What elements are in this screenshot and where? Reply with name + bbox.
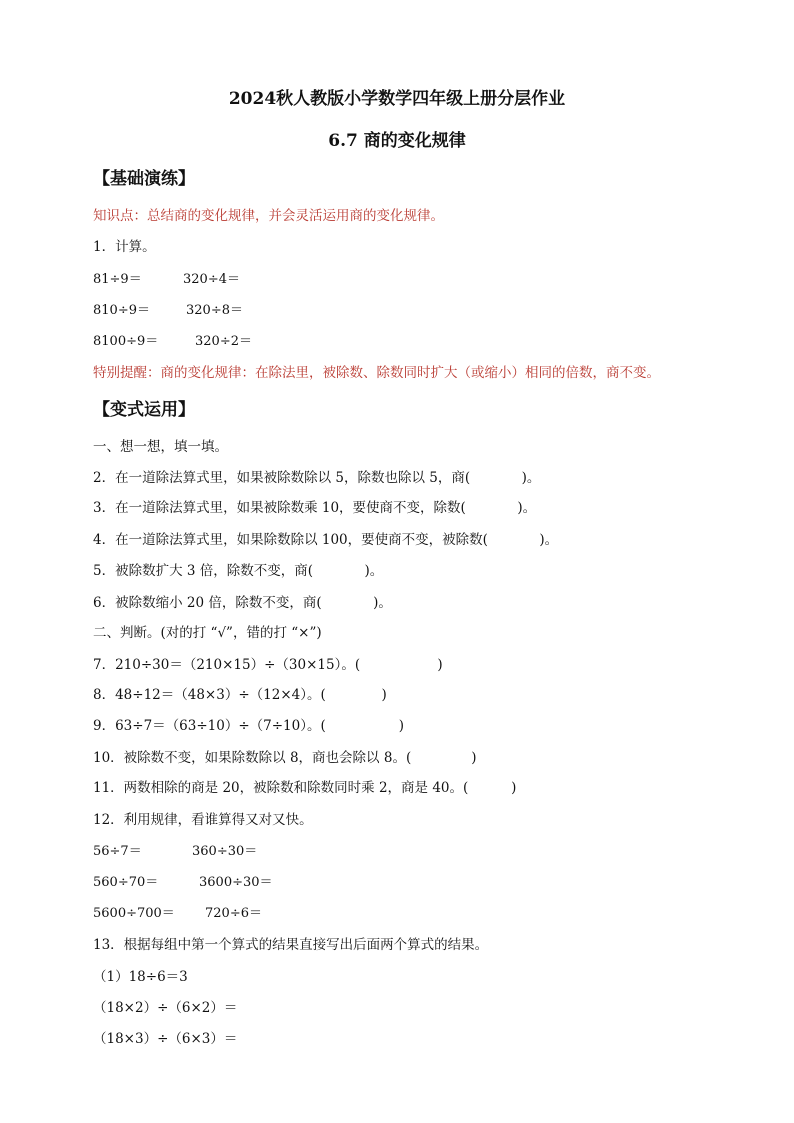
q1-calc: 81÷9＝ bbox=[93, 272, 142, 287]
q12-calc: 560÷70＝ bbox=[93, 875, 159, 890]
special-reminder: 特别提醒：商的变化规律：在除法里，被除数、除数同时扩大（或缩小）相同的倍数，商不变。 bbox=[93, 365, 660, 381]
knowledge-point: 知识点：总结商的变化规律，并会灵活运用商的变化规律。 bbox=[93, 208, 444, 224]
judge-question: 10．被除数不变，如果除数除以 8，商也会除以 8。( ) bbox=[93, 750, 477, 766]
q1-calc: 810÷9＝ bbox=[93, 303, 150, 318]
q1-calc: 320÷4＝ bbox=[183, 272, 240, 287]
fill-question: 5．被除数扩大 3 倍，除数不变，商( )。 bbox=[93, 563, 384, 579]
fill-question: 2．在一道除法算式里，如果被除数除以 5，除数也除以 5，商( )。 bbox=[93, 470, 541, 486]
page-subtitle: 6.7 商的变化规律 bbox=[328, 131, 466, 151]
q1-label: 1．计算。 bbox=[93, 239, 156, 255]
fill-question: 3．在一道除法算式里，如果被除数乘 10，要使商不变，除数( )。 bbox=[93, 500, 537, 516]
page-title: 2024秋人教版小学数学四年级上册分层作业 bbox=[228, 89, 566, 109]
q13-line: （18×3）÷（6×3）＝ bbox=[93, 1031, 238, 1047]
q13-line: （1）18÷6＝3 bbox=[93, 969, 188, 985]
q12-calc: 3600÷30＝ bbox=[199, 875, 273, 890]
q12-calc: 56÷7＝ bbox=[93, 844, 142, 859]
q13-line: （18×2）÷（6×2）＝ bbox=[93, 1000, 238, 1016]
q12-calc: 360÷30＝ bbox=[192, 844, 258, 859]
part1-heading: 一、想一想，填一填。 bbox=[93, 439, 228, 455]
judge-question: 8．48÷12＝（48×3）÷（12×4）。( ) bbox=[93, 687, 387, 703]
section-variant: 【变式运用】 bbox=[93, 400, 195, 420]
q1-calc: 8100÷9＝ bbox=[93, 334, 159, 349]
part2-heading: 二、判断。(对的打 “√”，错的打 “×”) bbox=[93, 625, 322, 641]
section-basic: 【基础演练】 bbox=[93, 169, 195, 189]
q12-calc: 5600÷700＝ bbox=[93, 906, 175, 921]
q1-calc: 320÷8＝ bbox=[186, 303, 243, 318]
q12-calc: 720÷6＝ bbox=[205, 906, 262, 921]
fill-question: 4．在一道除法算式里，如果除数除以 100，要使商不变，被除数( )。 bbox=[93, 532, 559, 548]
judge-question: 11．两数相除的商是 20，被除数和除数同时乘 2，商是 40。( ) bbox=[93, 780, 517, 796]
judge-question: 7．210÷30＝（210×15）÷（30×15）。( ) bbox=[93, 657, 443, 673]
q13-label: 13．根据每组中第一个算式的结果直接写出后面两个算式的结果。 bbox=[93, 937, 489, 953]
judge-question: 9．63÷7＝（63÷10）÷（7÷10）。( ) bbox=[93, 718, 404, 734]
fill-question: 6．被除数缩小 20 倍，除数不变，商( )。 bbox=[93, 595, 392, 611]
q12-label: 12．利用规律，看谁算得又对又快。 bbox=[93, 812, 313, 828]
q1-calc: 320÷2＝ bbox=[195, 334, 252, 349]
